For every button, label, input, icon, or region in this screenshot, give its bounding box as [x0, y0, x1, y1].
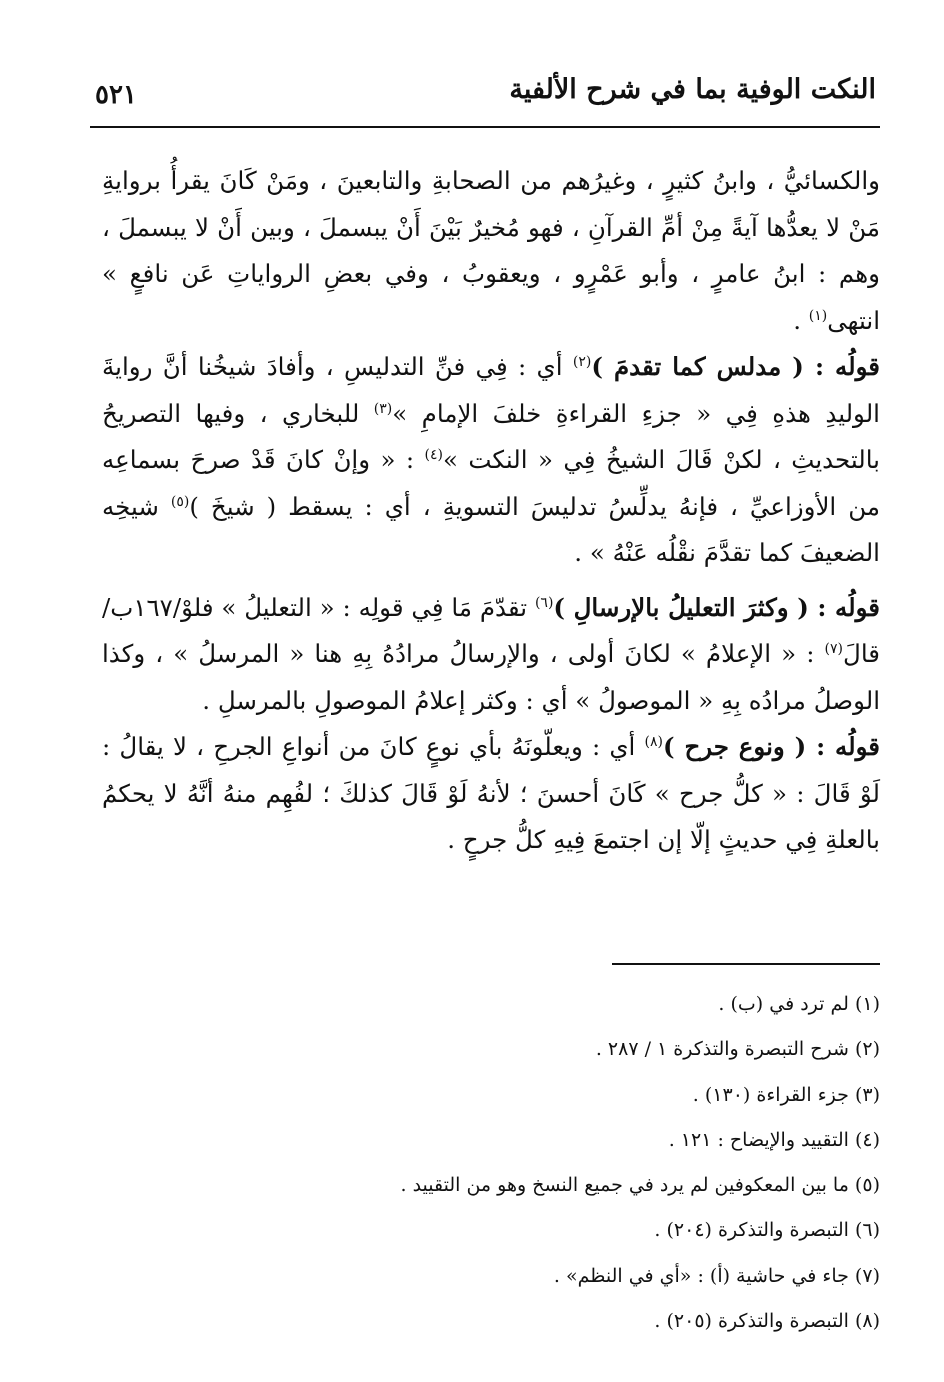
commentary-lead: قولُه : ( ونوع جرح )	[662, 732, 880, 761]
footnote-item: (٤) التقييد والإيضاح : ١٢١ .	[668, 1128, 880, 1151]
paragraph-1	[102, 158, 880, 344]
paragraph-text: : « وإنْ كانَ قَدْ صرحَ بسماعِه من الأوزاعيِّ ، فإنهُ يدلِّسُ تدليسَ التسويةِ ، أي : يسقط ( شيخَ )	[102, 445, 880, 521]
footnote-ref: (١)	[808, 307, 828, 324]
footnote-ref: (٦)	[534, 594, 554, 611]
footnote-item: (٦) التبصرة والتذكرة (٢٠٤) .	[654, 1219, 880, 1242]
footnote-ref: (٨)	[644, 733, 663, 750]
footnote-divider	[612, 963, 880, 965]
paragraph-text: : « الإعلامُ » لكانَ أولى ، والإرسالُ مرادُهُ بِهِ هنا « المرسلُ » ، وكذا الوصلُ مرادُه بِهِ « الموصولُ » أي : وكثر إعلامُ الموصولِ بالمرسلِ .	[102, 639, 880, 715]
footnote-item: (٢) شرح التبصرة والتذكرة ١ / ٢٨٧ .	[595, 1038, 880, 1061]
paragraph-3	[102, 585, 880, 725]
footnote-ref: (٣)	[373, 400, 393, 417]
commentary-lead: قولُه : ( مدلس كما تقدمَ )	[591, 352, 880, 381]
footnote-item: (٣) جزء القراءة (١٣٠) .	[692, 1083, 880, 1106]
footnote-item: (٧) جاء في حاشية (أ) : «أي في النظم» .	[553, 1264, 880, 1287]
footnote-ref: (٧)	[824, 640, 844, 657]
paragraph-text: أي : ويعلّونَهُ بأي نوعٍ كانَ من أنواعِ الجرحِ ، لا يقالُ : لَوْ قَالَ : « كلُّ جرح » كَانَ أحسنَ ؛ لأنهُ لَوْ قَالَ كذلكَ ؛ لفُهِم منهُ أنَّهُ لا يحكمُ بالعلةِ فِي حديثٍ إلّا إن اجتمعَ فِيهِ كلُّ جرحٍ .	[102, 732, 880, 854]
footnote-item: (١) لم ترد في (ب) .	[718, 993, 880, 1015]
footnote-ref: (٥)	[170, 493, 190, 510]
paragraph-text: تقدّمَ مَا فِي قولِه : « التعليلُ » فلوْ/١٦٧ب/ قالَ	[102, 592, 880, 668]
paragraph-text: للبخاري ، وفيها التصريحُ بالتحديثِ ، لكنْ قَالَ الشيخُ فِي « النكت »	[102, 398, 880, 474]
paragraph-text: .	[793, 305, 809, 335]
paragraph-4	[102, 724, 880, 864]
footnote-item: (٨) التبصرة والتذكرة (٢٠٥) .	[654, 1310, 880, 1333]
commentary-lead: قولُه : ( وكثرَ التعليلُ بالإرسالِ )	[553, 592, 880, 622]
paragraph-text: شيخِه الضعيفَ كما تقدَّمَ نقْلُه عَنْهُ » .	[102, 491, 880, 567]
footnotes	[150, 982, 880, 1344]
footnote-ref: (٤)	[424, 446, 443, 463]
header-divider	[90, 126, 880, 128]
footnote-ref: (٢)	[572, 353, 592, 370]
paragraph-text: أي : فِي فنِّ التدليسِ ، وأفادَ شيخُنا أنَّ روايةَ الوليدِ هذهِ فِي « جزءِ القراءةِ خلفَ الإمامِ »	[102, 352, 880, 428]
footnote-item: (٥) ما بين المعكوفين لم يرد في جميع النسخ وهو من التقييد .	[400, 1174, 880, 1197]
main-text	[102, 158, 880, 864]
paragraph-text: والكسائيُّ ، وابنُ كثيرٍ ، وغيرُهم من الصحابةِ والتابعينَ ، ومَنْ كَانَ يقرأُ بروايةِ مَنْ لا يعدُّها آيةً مِنْ أمِّ القرآنِ ، فهو مُخيرٌ بَيْنَ أَنْ يبسملَ ، وبين أَنْ لا يبسملَ ، وهم : ابنُ عامرٍ ، وأبو عَمْرٍو ، ويعقوبُ ، وفي بعضِ الرواياتِ عَن نافعٍ » انتهى	[102, 166, 880, 335]
running-title: النكت الوفية بما في شرح الألفية	[509, 74, 876, 105]
page-number: ٥٢١	[95, 80, 137, 110]
paragraph-2	[102, 344, 880, 577]
